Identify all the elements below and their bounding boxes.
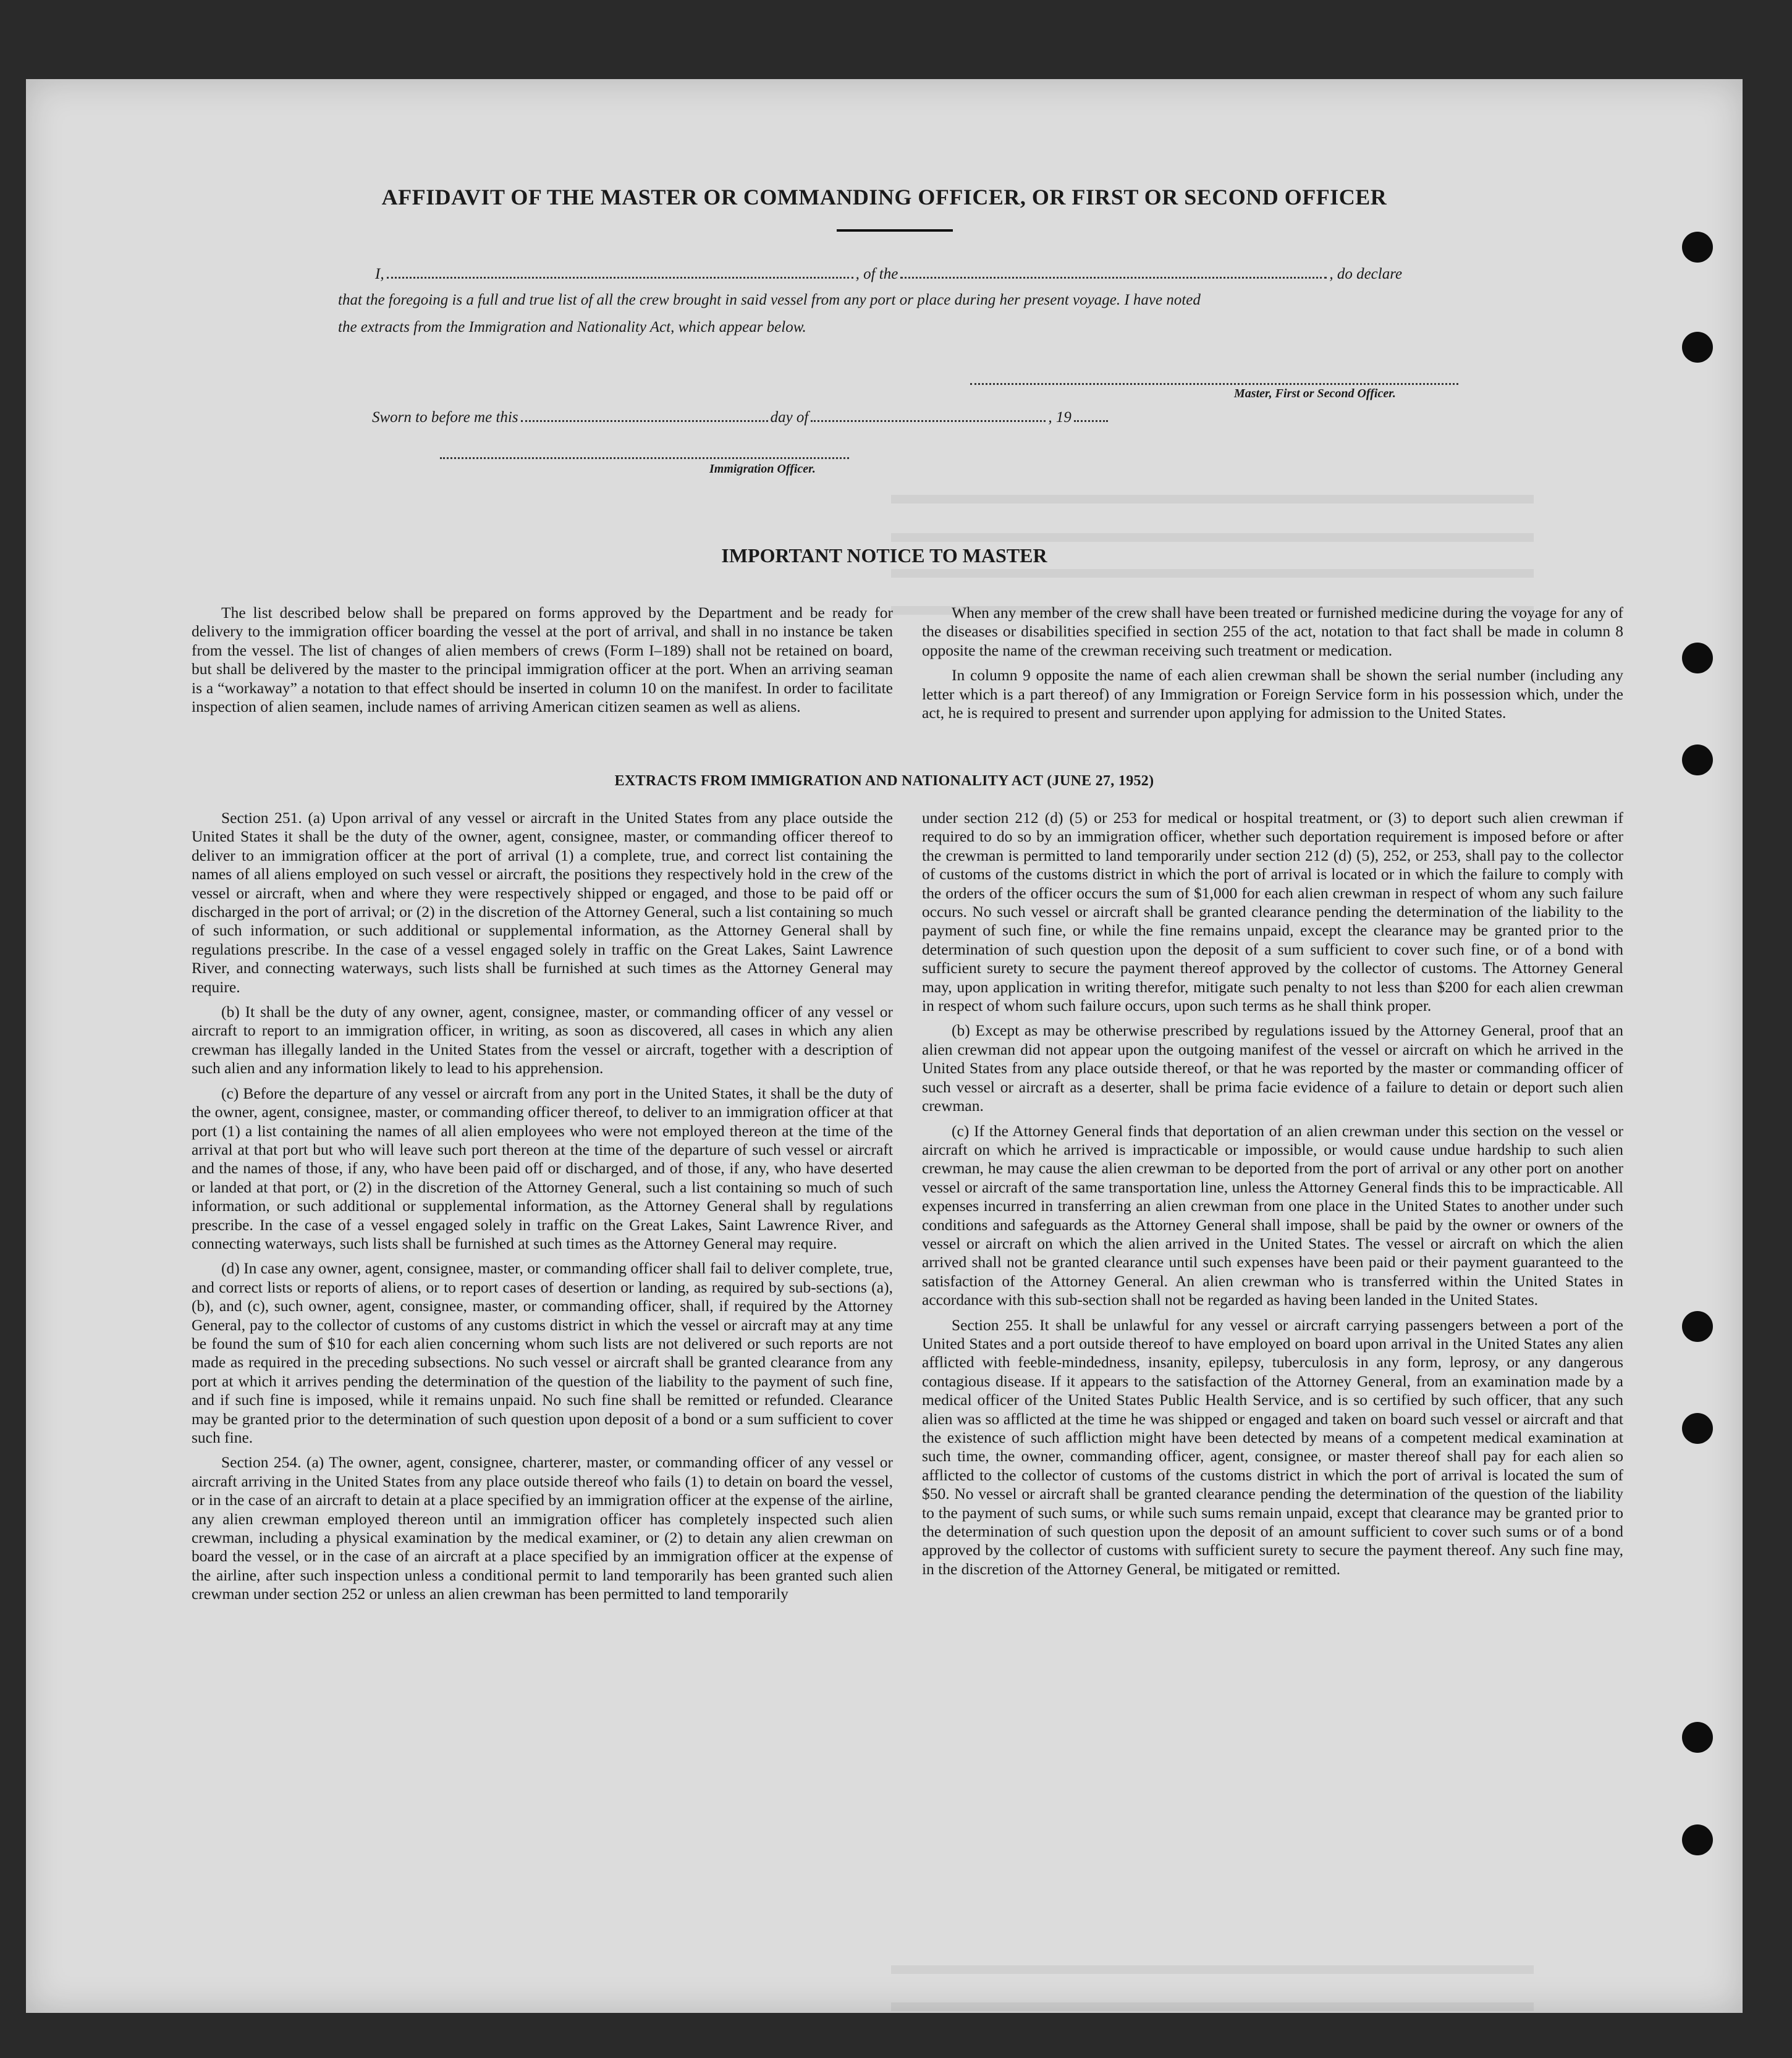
section-251-c: (c) Before the departure of any vessel or aircraft from any port in the United States, it shall be the duty of the owner, agent, consignee, master, or commanding officer thereof, to deliver to an immigration officer at that port (1) a list containing the names of all alien employees who were not employed thereon at the time of the arrival at that port but who will leave such port thereon at the time of the departure of such vessel or aircraft and the names of those, if any, who have been paid off or discharged, and of those, if any, who have deserted or landed at that port, or (2) in the discretion of the Attorney General, such a list containing so much of such information, or such additional or supplemental information, as the Attorney General shall by regulations prescribe. In the case of a vessel engaged solely in traffic on the Great Lakes, Saint Lawrence River, and connecting waterways, such lists shall be furnished at such times as the Attorney General may require. — [192, 1084, 893, 1252]
section-251-b: (b) It shall be the duty of any owner, agent, consignee, master, or commanding officer of any vessel or aircraft to report to an immigration officer, in writing, as soon as discovered, all cases in which any alien crewman has illegally landed in the United States from the vessel or aircraft, together with a description of such alien and any information likely to lead to his apprehension. — [192, 1003, 893, 1077]
year-blank[interactable] — [1074, 408, 1108, 422]
sworn-label: Sworn to before me this — [372, 409, 518, 426]
name-blank[interactable] — [387, 264, 853, 279]
affidavit-i-label: I, — [375, 266, 384, 282]
sworn-line — [372, 408, 1110, 426]
notice-title: IMPORTANT NOTICE TO MASTER — [721, 544, 1047, 567]
sworn-month-blank[interactable] — [811, 408, 1046, 422]
binder-hole — [1682, 232, 1713, 263]
notice-left-paragraph: The list described below shall be prepared on forms approved by the Department and be ready for delivery to the immigration officer boarding the vessel at the port of arrival, and shall in no instance be taken from the vessel. The list of changes of alien members of crews (Form I–189) shall not be retained on board, but shall be delivered by the master to the principal immigration officer at the port. When an arriving seaman is a “workaway” a notation to that effect should be inserted in column 10 on the manifest. In order to facilitate inspection of alien seamen, include names of arriving American citizen seamen as well as aliens. — [192, 604, 893, 716]
binder-hole — [1682, 1722, 1713, 1753]
binder-hole — [1682, 744, 1713, 775]
extracts-right-column — [922, 809, 1623, 1585]
binder-hole — [1682, 1311, 1713, 1342]
sworn-date-blank[interactable] — [521, 408, 768, 422]
affidavit-line-2: that the foregoing is a full and true list of all the crew brought in said vessel from any port or place during her present voyage. I have noted — [338, 292, 1201, 308]
affidavit-title: AFFIDAVIT OF THE MASTER OR COMMANDING OFFICER, OR FIRST OR SECOND OFFICER — [381, 185, 1387, 209]
notice-right-paragraph-2: In column 9 opposite the name of each alien crewman shall be shown the serial number (including any letter which is a part thereof) of any Immigration or Foreign Service form in his possession which, under the act, he is required to present and surrender upon applying for admission to the United States. — [922, 666, 1623, 722]
document-page — [26, 79, 1743, 2013]
master-signature-caption: Master, First or Second Officer. — [1234, 387, 1396, 400]
affidavit-of-the-label: , of the — [855, 266, 898, 282]
section-251-a: Section 251. (a) Upon arrival of any vessel or aircraft in the United States from any place outside the United States it shall be the duty of the owner, agent, consignee, master, or commanding officer thereof to deliver to an immigration officer at the port of arrival (1) a complete, true, and correct list containing the names of all aliens employed on such vessel or aircraft, the positions they respectively hold in the crew of the vessel or aircraft, when and where they were respectively shipped or engaged, and those to be paid off or discharged in the port of arrival; or (2) in the discretion of the Attorney General, such a list containing so much of such information, or such additional or supplemental information, as the Attorney General shall by regulations prescribe. In the case of a vessel engaged solely in traffic on the Great Lakes, Saint Lawrence River, and connecting waterways, such lists shall be furnished at such times as the Attorney General may require. — [192, 809, 893, 996]
extracts-title: EXTRACTS FROM IMMIGRATION AND NATIONALITY ACT (JUNE 27, 1952) — [614, 773, 1154, 789]
day-of-label: day of — [770, 409, 809, 426]
notice-right-paragraph-1: When any member of the crew shall have been treated or furnished medicine during the voyage for any of the diseases or disabilities specified in section 255 of the act, notation to that fact shall be made in column 8 opposite the name of the crewman receiving such treatment or medication. — [922, 604, 1623, 659]
master-signature-line[interactable] — [970, 383, 1458, 385]
immigration-officer-caption: Immigration Officer. — [709, 462, 816, 476]
section-254-a-continued: under section 212 (d) (5) or 253 for medical or hospital treatment, or (3) to deport such alien crewman if required to do so by an immigration officer, whether such deportation requirement is imposed before or after the crewman is permitted to land temporarily under section 212 (d) (5), 252, or 253, shall pay to the collector of customs of the customs district in which the port of arrival is located or in which the failure to comply with the orders of the officer occurs the sum of $1,000 for each alien crewman in respect of whom any such failure occurs. No such vessel or aircraft shall be granted clearance pending the determination of the liability to the payment of such fine, or while the fine remains unpaid, except the clearance may be granted prior to the determination of such question upon the deposit of a sum sufficient to cover such fine, or of a bond with sufficient surety to secure the payment thereof approved by the collector of customs. The Attorney General may, upon application in writing therefor, mitigate such penalty to not less than $200 for each alien crewman in respect of whom such failure occurs, upon such terms as he shall think proper. — [922, 809, 1623, 1015]
binder-hole — [1682, 643, 1713, 673]
binder-hole — [1682, 1824, 1713, 1855]
title-rule — [837, 229, 953, 232]
binder-hole — [1682, 1413, 1713, 1444]
extracts-left-column — [192, 809, 893, 1610]
affidavit-declare-label: , do declare — [1329, 266, 1403, 282]
notice-right-column — [922, 604, 1623, 728]
section-255: Section 255. It shall be unlawful for any vessel or aircraft carrying passengers between a port of the United States and a port outside thereof to have employed on board upon arrival in the United States any alien afflicted with feeble-mindedness, insanity, epilepsy, tuberculosis in any form, leprosy, or any dangerous contagious disease. If it appears to the satisfaction of the Attorney General, from an examination made by a medical officer of the United States Public Health Service, and is so certified by such officer, that any such alien was so afflicted at the time he was shipped or engaged and taken on board such vessel or aircraft and that the existence of such affliction might have been detected by means of a competent medical examination at such time, the owner, commanding officer, agent, consignee, or master thereof shall pay for each alien so afflicted to the collector of customs of the customs district in which the port of arrival is located the sum of $50. No vessel or aircraft shall be granted clearance pending the determination of the question of the liability to the payment of such sums, or while such sums remain unpaid, except that clearance may be granted prior to the determination of such question upon the deposit of an amount sufficient to cover such sums or of a bond approved by the collector of customs with sufficient surety to secure the payment thereof. Any such fine may, in the discretion of the Attorney General, be mitigated or remitted. — [922, 1315, 1623, 1578]
immigration-officer-signature-line[interactable] — [440, 457, 849, 459]
year-prefix-label: , 19 — [1048, 409, 1071, 426]
vessel-blank[interactable] — [900, 264, 1327, 279]
notice-left-column — [192, 604, 893, 722]
affidavit-line-1 — [375, 264, 1402, 283]
section-254-a: Section 254. (a) The owner, agent, consignee, charterer, master, or commanding officer of any vessel or aircraft arriving in the United States from any place outside thereof who fails (1) to detain on board the vessel, or in the case of an aircraft to detain at a place specified by an immigration officer at the expense of the airline, any alien crewman employed thereon until an immigration officer has completely inspected such alien crewman, including a physical examination by the medical examiner, or (2) to detain any alien crewman on board the vessel, or in the case of an aircraft at a place specified by an immigration officer at the expense of the airline, after such inspection unless a conditional permit to land temporarily has been granted such alien crewman under section 252 or unless an alien crewman has been permitted to land temporarily — [192, 1453, 893, 1603]
section-254-c: (c) If the Attorney General finds that deportation of an alien crewman under this section on the vessel or aircraft on which he arrived is impracticable or impossible, or would cause undue hardship to such alien crewman, he may cause the alien crewman to be deported from the port of arrival or any other port on another vessel or aircraft of the same transportation line, unless the Attorney General finds this to be impracticable. All expenses incurred in transferring an alien crewman from one place in the United States to another under such conditions and safeguards as the Attorney General shall impose, shall be paid by the owner or owners of the vessel or aircraft on which the alien arrived in the United States. The vessel or aircraft on which the alien arrived shall not be granted clearance until such expenses have been paid or their payment guaranteed to the satisfaction of the Attorney General. An alien crewman who is transferred within the United States in accordance with this sub-section shall not be regarded as having been landed in the United States. — [922, 1121, 1623, 1309]
binder-hole — [1682, 332, 1713, 363]
section-251-d: (d) In case any owner, agent, consignee, master, or commanding officer shall fail to deliver complete, true, and correct lists or reports of aliens, or to report cases of desertion or landing, as required by sub-sections (a), (b), and (c), such owner, agent, consignee, master, or commanding officer, shall, if required by the Attorney General, pay to the collector of customs of any customs district in which the vessel or aircraft may at any time be found the sum of $10 for each alien concerning whom such lists are not delivered or such reports are not made as required in the preceding subsections. No such vessel or aircraft shall be granted clearance from any port at which it arrives pending the determination of the question of the liability to the payment of such fine, and if such fine is imposed, while it remains unpaid. No such fine shall be remitted or refunded. Clearance may be granted prior to the determination of such question upon deposit of a bond or a sum sufficient to cover such fine. — [192, 1259, 893, 1446]
affidavit-line-3: the extracts from the Immigration and Nationality Act, which appear below. — [338, 319, 806, 335]
section-254-b: (b) Except as may be otherwise prescribed by regulations issued by the Attorney General, proof that an alien crewman did not appear upon the outgoing manifest of the vessel or aircraft on which he arrived in the United States from any place outside thereof, or that he was reported by the master or commanding officer of such vessel or aircraft as a deserter, shall be prima facie evidence of a failure to detain or deport such alien crewman. — [922, 1021, 1623, 1115]
